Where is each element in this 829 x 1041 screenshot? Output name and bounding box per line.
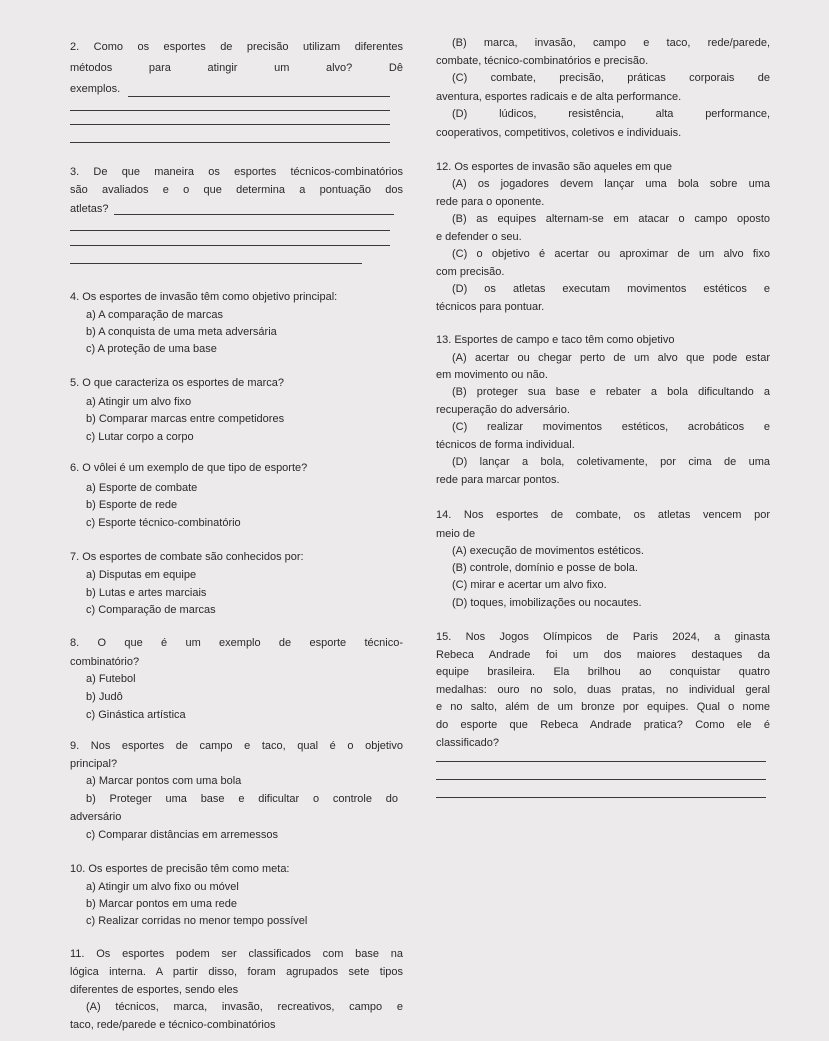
q5-option-b[interactable]: b) Comparar marcas entre competidores [86,413,285,425]
q13-option-c[interactable]: (C) realizar movimentos estéticos, acrobáticos e [452,421,770,433]
q11-option-a[interactable]: (A) técnicos, marca, invasão, recreativos, campo e [86,1001,403,1013]
q9-option-b-cont: adversário [70,811,122,823]
q14-option-d[interactable]: (D) toques, imobilizações ou nocautes. [452,597,642,609]
q15-line-4: medalhas: ouro no solo, duas pratas, no individual geral [436,684,770,696]
q9-option-c[interactable]: c) Comparar distâncias em arremessos [86,829,278,841]
q6-option-b[interactable]: b) Esporte de rede [86,499,178,511]
q10-question: 10. Os esportes de precisão têm como meta: [70,863,290,875]
q7-option-b[interactable]: b) Lutas e artes marciais [86,587,207,599]
q12-option-b-cont: e defender o seu. [436,231,522,243]
q10-option-b[interactable]: b) Marcar pontos em uma rede [86,898,238,910]
q4-option-a[interactable]: a) A comparação de marcas [86,309,223,321]
q13-option-a-cont: em movimento ou não. [436,369,548,381]
answer-line[interactable] [70,124,390,125]
q11-option-d[interactable]: (D) lúdicos, resistência, alta performance, [452,108,770,120]
q6-option-a[interactable]: a) Esporte de combate [86,482,198,494]
q11-option-b-cont: combate, técnico-combinatórios e precisão. [436,55,649,67]
q6-question: 6. O vôlei é um exemplo de que tipo de esporte? [70,462,308,474]
answer-line[interactable] [436,797,766,798]
answer-line[interactable] [128,96,390,97]
q8-option-a[interactable]: a) Futebol [86,673,136,685]
q11-line-1: 11. Os esportes podem ser classificados com base na [70,948,403,960]
q8-option-b[interactable]: b) Judô [86,691,123,703]
q12-option-d[interactable]: (D) os atletas executam movimentos estéticos e [452,283,770,295]
q11-option-b[interactable]: (B) marca, invasão, campo e taco, rede/parede, [452,37,770,49]
q2-line-2: métodos para atingir um alvo? Dê [70,62,403,74]
answer-line[interactable] [70,230,390,231]
answer-line[interactable] [114,214,394,215]
q13-option-d[interactable]: (D) lançar a bola, coletivamente, por cima de uma [452,456,770,468]
q11-option-c[interactable]: (C) combate, precisão, práticas corporais de [452,72,770,84]
answer-line[interactable] [70,110,390,111]
q12-option-c-cont: com precisão. [436,266,505,278]
answer-line[interactable] [436,761,766,762]
q10-option-c[interactable]: c) Realizar corridas no menor tempo possível [86,915,308,927]
q11-option-d-cont: cooperativos, competitivos, coletivos e individuais. [436,127,682,139]
answer-line[interactable] [70,263,362,264]
q7-question: 7. Os esportes de combate são conhecidos por: [70,551,304,563]
q13-option-b[interactable]: (B) proteger sua base e rebater a bola dificultando a [452,386,770,398]
q8-line-1: 8. O que é um exemplo de esporte técnico- [70,637,403,649]
q12-option-a-cont: rede para o oponente. [436,196,545,208]
q13-option-b-cont: recuperação do adversário. [436,404,570,416]
q15-line-7: classificado? [436,737,499,749]
answer-line[interactable] [70,142,390,143]
q13-option-a[interactable]: (A) acertar ou chegar perto de um alvo que pode estar [452,352,770,364]
q2-line-1: 2. Como os esportes de precisão utilizam diferentes [70,41,403,53]
q10-option-a[interactable]: a) Atingir um alvo fixo ou móvel [86,881,239,893]
q2-line-3: exemplos. [70,83,121,95]
q14-option-c[interactable]: (C) mirar e acertar um alvo fixo. [452,579,607,591]
q14-option-b[interactable]: (B) controle, domínio e posse de bola. [452,562,638,574]
q3-line-1: 3. De que maneira os esportes técnicos-combinatórios [70,166,403,178]
q14-option-a[interactable]: (A) execução de movimentos estéticos. [452,545,644,557]
q15-line-1: 15. Nos Jogos Olímpicos de Paris 2024, a ginasta [436,631,770,643]
answer-line[interactable] [70,245,390,246]
q12-question: 12. Os esportes de invasão são aqueles em que [436,161,673,173]
q3-line-2: são avaliados e o que determina a pontuação dos [70,184,403,196]
q14-line-1: 14. Nos esportes de combate, os atletas vencem por [436,509,770,521]
q8-line-2: combinatório? [70,656,140,668]
q9-line-1: 9. Nos esportes de campo e taco, qual é o objetivo [70,740,403,752]
q11-option-a-cont: taco, rede/parede e técnico-combinatórios [70,1019,276,1031]
q6-option-c[interactable]: c) Esporte técnico-combinatório [86,517,241,529]
q4-option-c[interactable]: c) A proteção de uma base [86,343,217,355]
q5-option-c[interactable]: c) Lutar corpo a corpo [86,431,194,443]
q9-option-b[interactable]: b) Proteger uma base e dificultar o controle do [86,793,398,805]
q5-option-a[interactable]: a) Atingir um alvo fixo [86,396,192,408]
q12-option-b[interactable]: (B) as equipes alternam-se em atacar o campo oposto [452,213,770,225]
q8-option-c[interactable]: c) Ginástica artística [86,709,186,721]
q13-option-d-cont: rede para marcar pontos. [436,474,560,486]
q9-option-a[interactable]: a) Marcar pontos com uma bola [86,775,242,787]
q7-option-a[interactable]: a) Disputas em equipe [86,569,197,581]
q9-line-2: principal? [70,758,118,770]
q15-line-6: do esporte que Rebeca Andrade pratica? Como ele é [436,719,770,731]
q5-question: 5. O que caracteriza os esportes de marca? [70,377,284,389]
q12-option-c[interactable]: (C) o objetivo é acertar ou aproximar de um alvo fixo [452,248,770,260]
q11-line-3: diferentes de esportes, sendo eles [70,984,239,996]
q11-line-2: lógica interna. A partir disso, foram agrupados sete tipos [70,966,403,978]
q13-question: 13. Esportes de campo e taco têm como objetivo [436,334,675,346]
q15-line-3: equipe brasileira. Ela brilhou ao conquistar quatro [436,666,770,678]
q7-option-c[interactable]: c) Comparação de marcas [86,604,216,616]
answer-line[interactable] [436,779,766,780]
q3-line-3: atletas? [70,203,109,215]
q4-option-b[interactable]: b) A conquista de uma meta adversária [86,326,277,338]
q14-line-2: meio de [436,528,476,540]
q4-question: 4. Os esportes de invasão têm como objetivo principal: [70,291,338,303]
q12-option-a[interactable]: (A) os jogadores devem lançar uma bola sobre uma [452,178,770,190]
q12-option-d-cont: técnicos para pontuar. [436,301,545,313]
q13-option-c-cont: técnicos de forma individual. [436,439,575,451]
q11-option-c-cont: aventura, esportes radicais e de alta performance. [436,91,682,103]
q15-line-5: e no salto, além de um bronze por equipes. Qual o nome [436,701,770,713]
q15-line-2: Rebeca Andrade foi um dos maiores destaques da [436,649,770,661]
